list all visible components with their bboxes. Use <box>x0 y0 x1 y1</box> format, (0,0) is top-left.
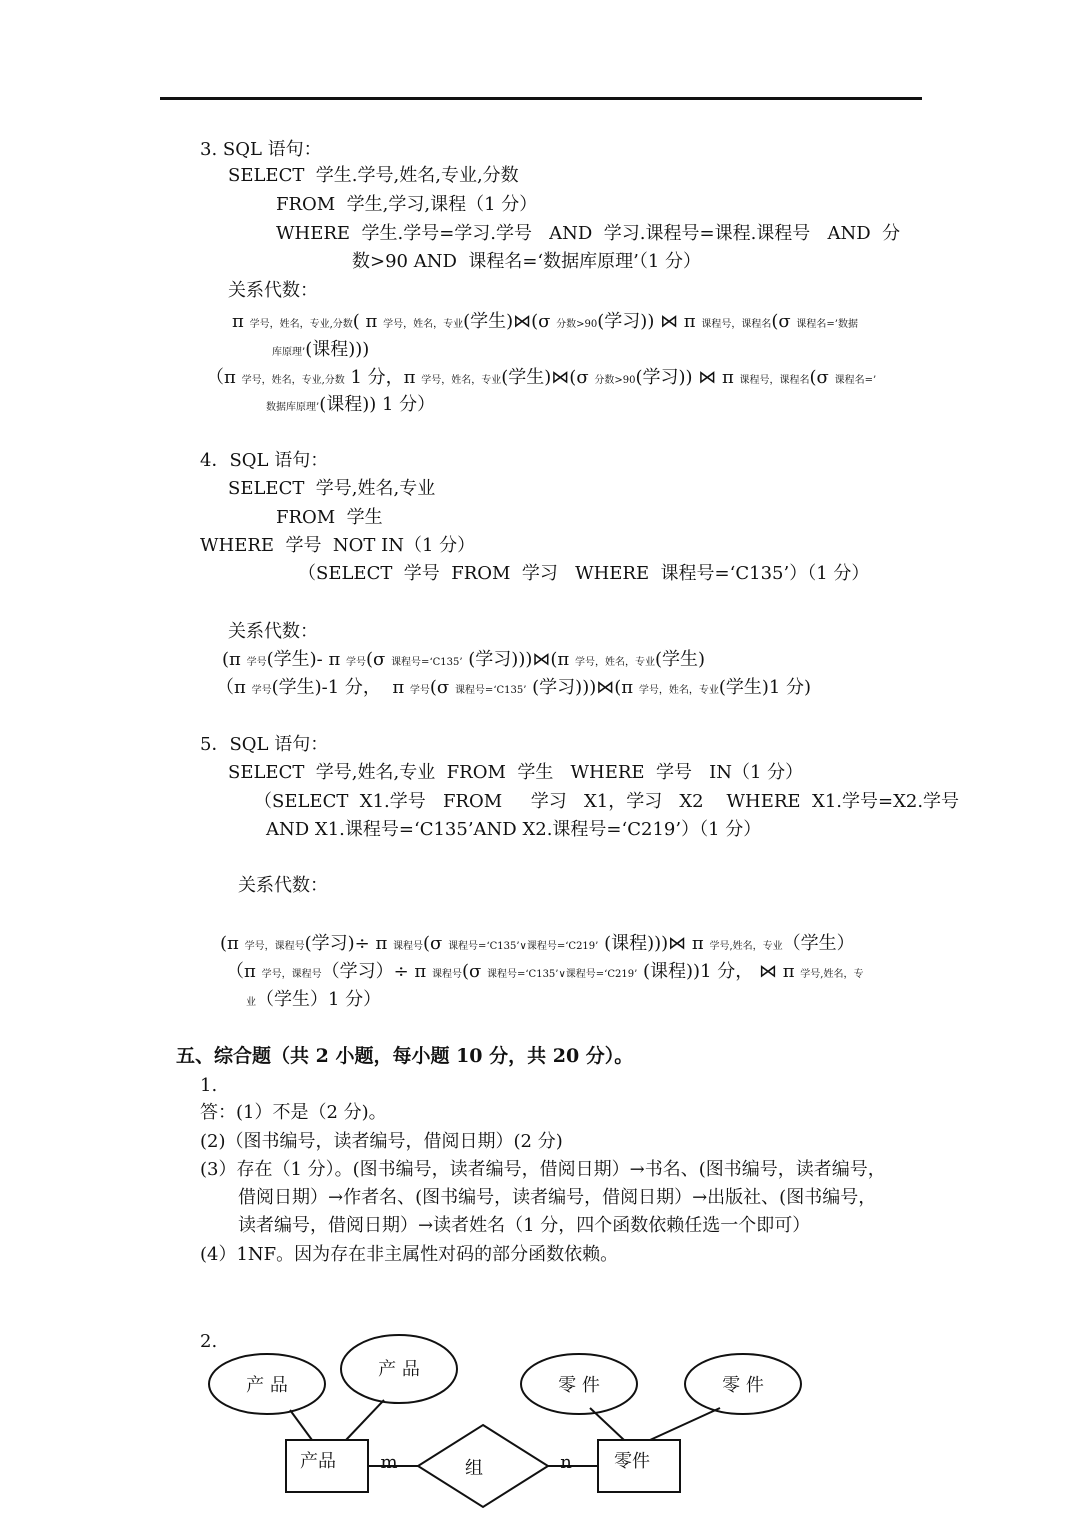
attribute-label: 产 品 <box>378 1359 420 1380</box>
q5-title: 5．SQL 语句： <box>200 734 329 755</box>
q4-sql-line: SELECT 学号,姓名,专业 <box>228 478 436 499</box>
q3-title: 3. SQL 语句： <box>200 139 322 160</box>
problem-2-number: 2. <box>200 1331 218 1352</box>
q5-ra-label: 关系代数： <box>238 875 328 896</box>
q3-sql-line: 数>90 AND 课程名=‘数据库原理’（1 分） <box>352 251 702 272</box>
attribute-label: 零 件 <box>558 1375 600 1396</box>
q3-sql-line: SELECT 学生.学号,姓名,专业,分数 <box>228 165 519 186</box>
q4-sql-line: （SELECT 学号 FROM 学习 WHERE 课程号=‘C135’）（1 分） <box>298 563 870 584</box>
q3-ra-line-3: （π 学号，姓名，专业,分数 1 分，π 学号，姓名，专业(学生)⋈(σ 分数>90(学习)) ⋈ π 课程号，课程名(σ 课程名=’ <box>206 367 877 388</box>
q4-ra-label: 关系代数： <box>228 621 318 642</box>
q5-sql-line: AND X1.课程号=‘C135’AND X2.课程号=‘C219’）（1 分） <box>266 819 762 840</box>
answer-line: 读者编号，借阅日期）→读者姓名（1 分，四个函数依赖任选一个即可） <box>238 1215 811 1236</box>
answer-line: 答：(1）不是（2 分)。 <box>200 1102 387 1123</box>
q5-ra-line-3: 业（学生）1 分） <box>246 989 382 1010</box>
q3-sql-line: WHERE 学生.学号=学习.学号 AND 学习.课程号=课程.课程号 AND 分 <box>276 223 901 244</box>
problem-1-number: 1. <box>200 1075 218 1096</box>
cardinality-label: m <box>380 1452 398 1473</box>
attribute-label: 零 件 <box>722 1375 764 1396</box>
q3-ra-line-2: 库原理’(课程))) <box>272 339 370 360</box>
q5-sql-line: SELECT 学号,姓名,专业 FROM 学生 WHERE 学号 IN（1 分） <box>228 762 804 783</box>
q5-ra-line-2: （π 学号，课程号（学习）÷ π 课程号(σ 课程号=‘C135’∨课程号=‘C219’ (课程))1 分， ⋈ π 学号,姓名，专 <box>226 961 864 982</box>
attribute-label: 产 品 <box>246 1375 288 1396</box>
cardinality-label: n <box>560 1452 572 1473</box>
answer-line: (4）1NF。因为存在非主属性对码的部分函数依赖。 <box>200 1244 619 1265</box>
entity-label: 零件 <box>614 1451 650 1472</box>
q3-ra-line-4: 数据库原理’(课程)) 1 分） <box>266 394 436 415</box>
connector-line <box>650 1408 720 1440</box>
q4-sql-line: WHERE 学号 NOT IN（1 分） <box>200 535 476 556</box>
q3-sql-line: FROM 学生,学习,课程（1 分） <box>276 194 538 215</box>
entity-label: 产品 <box>300 1451 336 1472</box>
q4-sql-line: FROM 学生 <box>276 507 383 528</box>
connector-line <box>290 1410 312 1440</box>
q5-sql-line: （SELECT X1.学号 FROM 学习 X1，学习 X2 WHERE X1.学号=X2.学号 <box>254 791 960 812</box>
relationship-diamond <box>418 1425 548 1507</box>
answer-line: (3）存在（1 分）。(图书编号，读者编号，借阅日期）→书名、(图书编号，读者编号， <box>200 1159 886 1180</box>
section-heading: 五、综合题（共 2 小题，每小题 10 分，共 20 分）。 <box>176 1045 634 1067</box>
answer-line: 借阅日期）→作者名、(图书编号，读者编号，借阅日期）→出版社、(图书编号， <box>238 1187 877 1208</box>
answer-line: (2)（图书编号，读者编号，借阅日期）(2 分) <box>200 1131 563 1152</box>
q3-ra-line-1: π 学号，姓名，专业,分数( π 学号，姓名，专业(学生)⋈(σ 分数>90(学习)) ⋈ π 课程号，课程名(σ 课程名=’数据 <box>232 311 858 332</box>
q4-ra-line-2: （π 学号(学生)-1 分， π 学号(σ 课程号=‘C135’ (学习)))⋈(π 学号，姓名，专业(学生)1 分) <box>216 677 812 698</box>
q3-ra-label: 关系代数： <box>228 280 318 301</box>
q4-ra-line-1: (π 学号(学生)- π 学号(σ 课程号=‘C135’ (学习)))⋈(π 学号，姓名，专业(学生) <box>222 649 706 670</box>
connector-line <box>346 1400 384 1440</box>
q5-ra-line-1: (π 学号，课程号(学习)÷ π 课程号(σ 课程号=‘C135’∨课程号=‘C219’ (课程)))⋈ π 学号,姓名，专业（学生） <box>220 933 855 954</box>
relationship-label: 组 <box>465 1458 483 1479</box>
q4-title: 4．SQL 语句： <box>200 450 329 471</box>
